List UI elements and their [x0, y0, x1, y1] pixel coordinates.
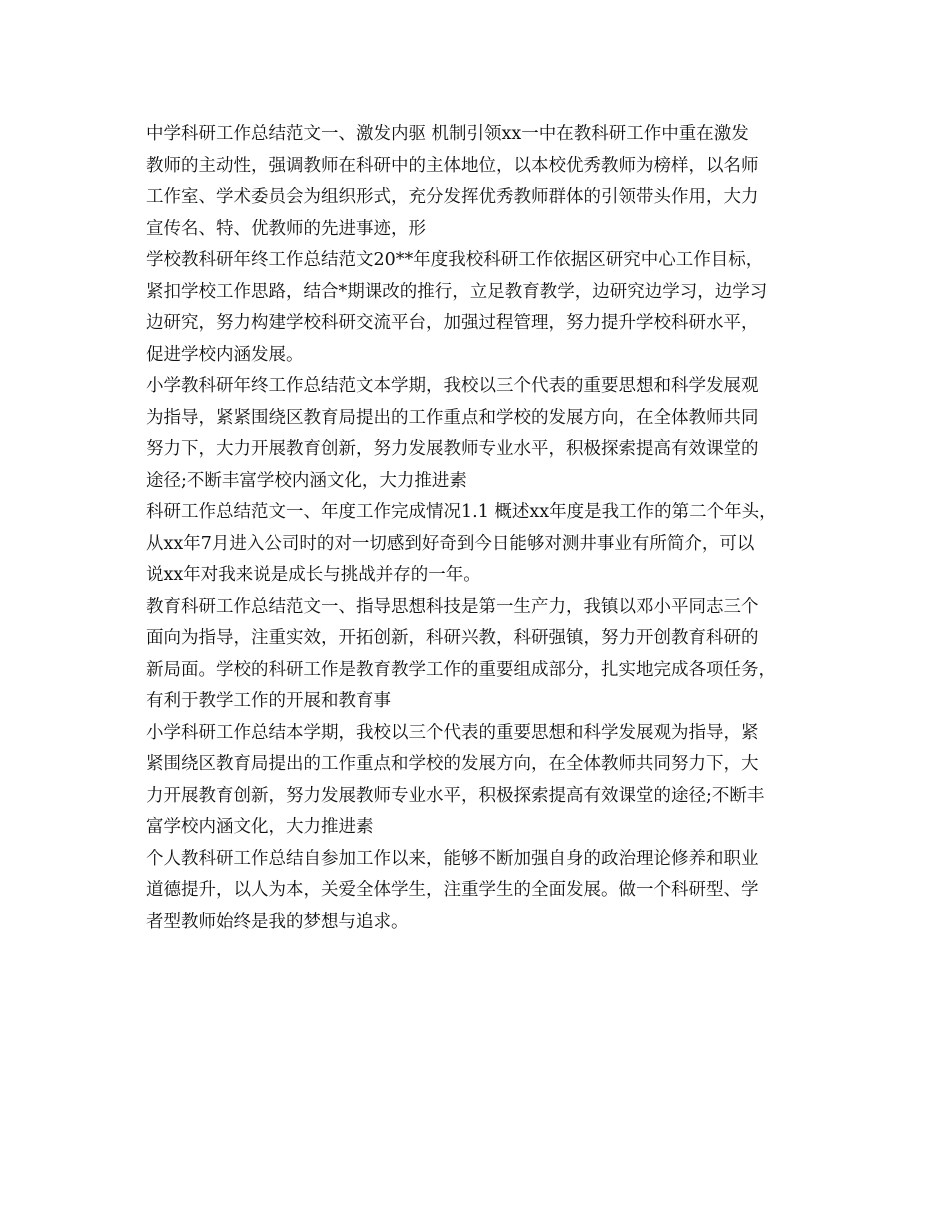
text-line: 新局面。学校的科研工作是教育教学工作的重要组成部分，扎实地完成各项任务， — [146, 659, 776, 680]
text-line: 宣传名、特、优教师的先进事迹，形 — [146, 218, 426, 239]
text-line: 科研工作总结范文一、年度工作完成情况1.1 概述xx年度是我工作的第二个年头， — [146, 502, 777, 522]
text-line: 小学科研工作总结本学期，我校以三个代表的重要思想和科学发展观为指导，紧 — [146, 722, 759, 743]
text-line: 为指导，紧紧围绕区教育局提出的工作重点和学校的发展方向，在全体教师共同 — [146, 407, 759, 428]
text-line: 有利于教学工作的开展和教育事 — [146, 691, 391, 711]
text-line: 促进学校内涵发展。 — [146, 344, 304, 365]
text-line: 小学教科研年终工作总结范文本学期，我校以三个代表的重要思想和科学发展观 — [146, 376, 759, 396]
text-line: 中学科研工作总结范文一、激发内驱 机制引领xx一中在教科研工作中重在激发 — [146, 124, 749, 144]
text-line: 个人教科研工作总结自参加工作以来，能够不断加强自身的政治理论修养和职业 — [146, 848, 759, 869]
text-line: 力开展教育创新，努力发展教师专业水平，积极探索提高有效课堂的途径;不断丰 — [146, 785, 765, 806]
text-line: 说xx年对我来说是成长与挑战并存的一年。 — [146, 565, 481, 585]
text-line: 者型教师始终是我的梦想与追求。 — [146, 911, 409, 932]
text-line: 紧扣学校工作思路，结合*期课改的推行，立足教育教学，边研究边学习，边学习 — [146, 281, 768, 302]
text-line: 工作室、学术委员会为组织形式，充分发挥优秀教师群体的引领带头作用，大力 — [146, 187, 759, 207]
text-line: 道德提升，以人为本，关爱全体学生，注重学生的全面发展。做一个科研型、学 — [146, 880, 759, 900]
text-line: 边研究，努力构建学校科研交流平台，加强过程管理，努力提升学校科研水平， — [146, 313, 759, 333]
document-body — [146, 119, 826, 938]
text-line: 紧围绕区教育局提出的工作重点和学校的发展方向，在全体教师共同努力下，大 — [146, 754, 759, 774]
text-line: 学校教科研年终工作总结范文20**年度我校科研工作依据区研究中心工作目标， — [146, 250, 764, 270]
text-line: 面向为指导，注重实效，开拓创新，科研兴教，科研强镇，努力开创教育科研的 — [146, 628, 759, 648]
text-line: 教师的主动性，强调教师在科研中的主体地位，以本校优秀教师为榜样，以名师 — [146, 155, 759, 176]
text-line: 教育科研工作总结范文一、指导思想科技是第一生产力，我镇以邓小平同志三个 — [146, 596, 759, 617]
text-line: 从xx年7月进入公司时的对一切感到好奇到今日能够对测井事业有所简介，可以 — [146, 533, 755, 554]
text-line: 途径;不断丰富学校内涵文化，大力推进素 — [146, 470, 467, 491]
text-line: 努力下，大力开展教育创新，努力发展教师专业水平，积极探索提高有效课堂的 — [146, 439, 759, 459]
text-line: 富学校内涵文化，大力推进素 — [146, 817, 374, 837]
